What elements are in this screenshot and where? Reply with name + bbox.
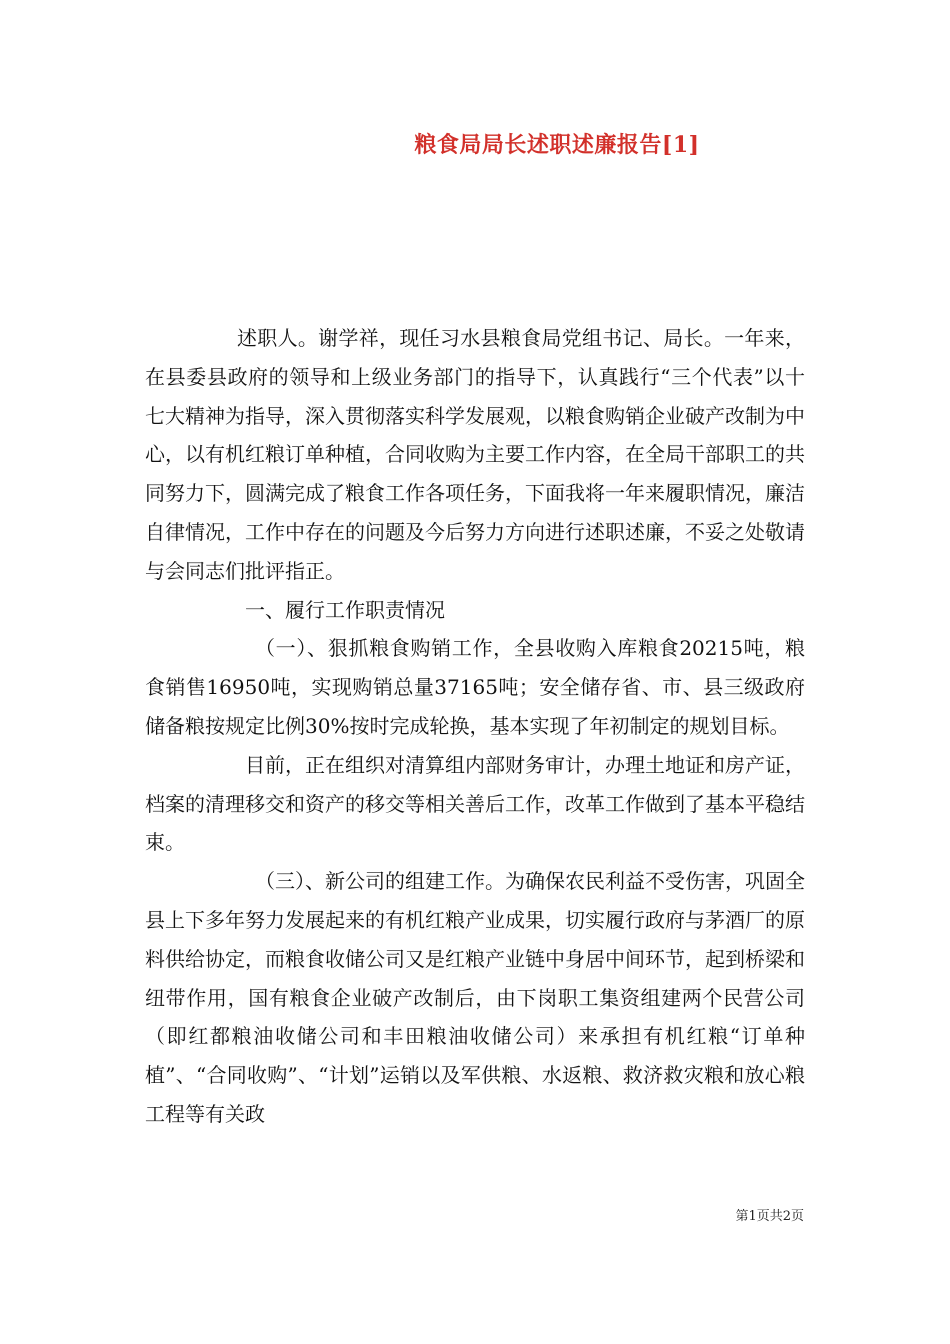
page-number-footer: 第1页共2页: [735, 1209, 804, 1224]
paragraph-intro: 述职人。谢学祥，现任习水县粮食局党组书记、局长。一年来，在县委县政府的领导和上级业务部门的指导下，认真践行“三个代表”以十七大精神为指导，深入贯彻落实科学发展观，以粮食购销企业破产改制为中心，以有机红粮订单种植，合同收购为主要工作内容，在全局干部职工的共同努力下，圆满完成了粮食工作各项任务，下面我将一年来履职情况，廉洁自律情况，工作中存在的问题及今后努力方向进行述职述廉，不妥之处敬请与会同志们批评指正。: [145, 326, 805, 583]
section-heading-duties: 一、履行工作职责情况: [245, 597, 445, 622]
document-title: 粮食局局长述职述廉报告[1]: [414, 132, 700, 158]
paragraph-audit: 目前，正在组织对清算组内部财务审计，办理土地证和房产证，档案的清理移交和资产的移交等相关善后工作，改革工作做到了基本平稳结束。: [145, 752, 805, 855]
document-body: [145, 319, 805, 1134]
paragraph-new-company: （三）、新公司的组建工作。为确保农民利益不受伤害，巩固全县上下多年努力发展起来的有机红粮产业成果，切实履行政府与茅酒厂的原料供给协定，而粮食收储公司又是红粮产业链中身居中间环节，起到桥梁和纽带作用，国有粮食企业破产改制后，由下岗职工集资组建两个民营公司（即红都粮油收储公司和丰田粮油收储公司）来承担有机红粮“订单种植”、“合同收购”、“计划”运销以及军供粮、水返粮、救济救灾粮和放心粮工程等有关政: [145, 869, 805, 1126]
paragraph-grain-purchase: （一）、狠抓粮食购销工作，全县收购入库粮食20215吨，粮食销售16950吨，实现购销总量37165吨；安全储存省、市、县三级政府储备粮按规定比例30%按时完成轮换，基本实现了年初制定的规划目标。: [145, 636, 805, 738]
